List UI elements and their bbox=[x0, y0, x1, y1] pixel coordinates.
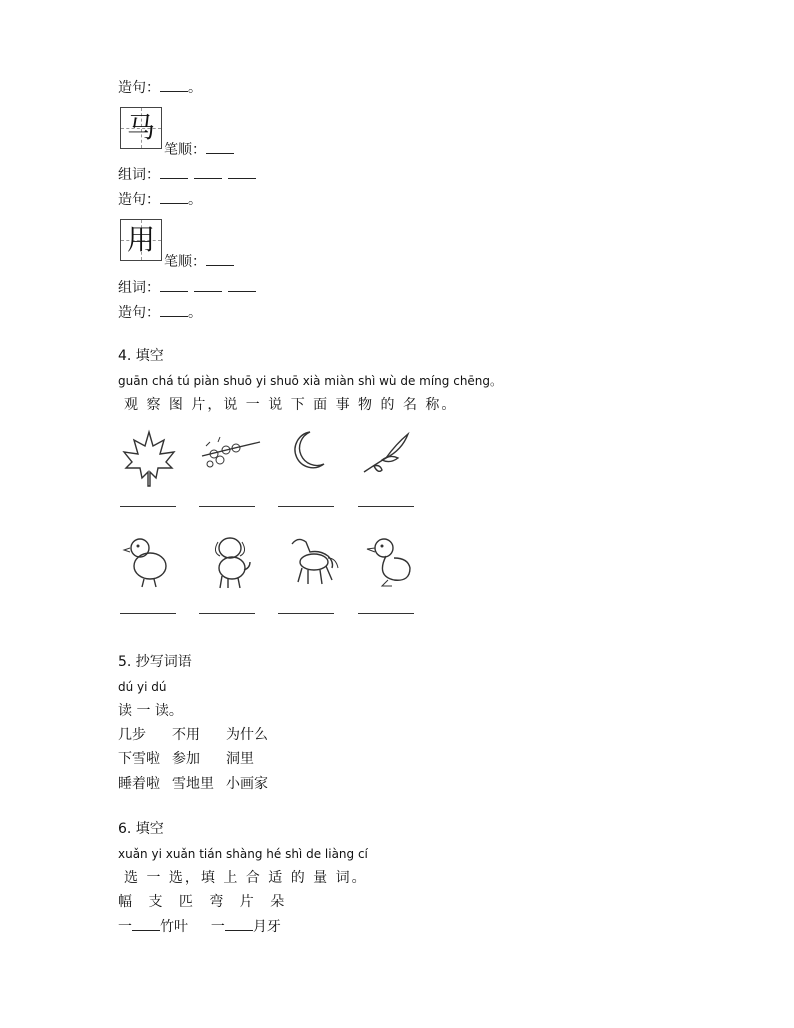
q6-title: 6. 填空 bbox=[118, 821, 164, 837]
answer-blank[interactable] bbox=[132, 917, 160, 931]
prefix-one: 一 bbox=[118, 919, 132, 935]
answer-line[interactable] bbox=[358, 613, 414, 614]
q5-instruction: 读 一 读。 bbox=[118, 703, 183, 719]
answer-line[interactable] bbox=[120, 506, 176, 507]
stroke-order-line bbox=[164, 139, 234, 159]
char-box-yong bbox=[120, 219, 162, 261]
period: 。 bbox=[188, 305, 202, 321]
q4-instruction: 观 察 图 片，说 一 说 下 面 事 物 的 名 称。 bbox=[124, 397, 458, 413]
answer-blank[interactable] bbox=[160, 190, 188, 204]
sentence-line-1 bbox=[118, 78, 202, 97]
q6-pinyin: xuǎn yi xuǎn tián shàng hé shì de liàng cí bbox=[118, 847, 368, 861]
horse-icon bbox=[278, 530, 348, 594]
answer-blank[interactable] bbox=[206, 140, 234, 154]
q6-options: 幅 支 匹 弯 片 朵 bbox=[118, 894, 291, 910]
word: 参加 bbox=[172, 751, 200, 767]
answer-blank[interactable] bbox=[228, 278, 256, 292]
word: 下雪啦 bbox=[118, 751, 160, 767]
item-bamboo-leaf: 竹叶 bbox=[160, 919, 188, 935]
word: 雪地里 bbox=[172, 776, 214, 792]
words-label: 组词： bbox=[118, 167, 160, 183]
crescent-moon-icon bbox=[278, 428, 348, 492]
word: 洞里 bbox=[226, 751, 254, 767]
answer-line[interactable] bbox=[199, 613, 255, 614]
chick-icon bbox=[114, 530, 184, 594]
char-ma: 马 bbox=[126, 111, 155, 144]
period: 。 bbox=[188, 192, 202, 208]
words-line bbox=[118, 278, 256, 297]
answer-blank[interactable] bbox=[194, 165, 222, 179]
word: 不用 bbox=[172, 727, 200, 743]
answer-line[interactable] bbox=[278, 506, 334, 507]
maple-leaf-icon bbox=[114, 428, 184, 492]
answer-blank[interactable] bbox=[160, 165, 188, 179]
word: 为什么 bbox=[226, 727, 268, 743]
word: 睡着啦 bbox=[118, 776, 160, 792]
q4-pinyin: guān chá tú piàn shuō yi shuō xià miàn shì wù de míng chēng。 bbox=[118, 374, 503, 388]
answer-blank[interactable] bbox=[160, 278, 188, 292]
answer-blank[interactable] bbox=[160, 303, 188, 317]
period: 。 bbox=[188, 80, 202, 96]
answer-blank[interactable] bbox=[228, 165, 256, 179]
answer-blank[interactable] bbox=[160, 78, 188, 92]
answer-line[interactable] bbox=[278, 613, 334, 614]
q5-pinyin: dú yi dú bbox=[118, 680, 167, 694]
q4-title: 4. 填空 bbox=[118, 348, 164, 364]
char-box-ma bbox=[120, 107, 162, 149]
answer-blank[interactable] bbox=[225, 917, 253, 931]
answer-line[interactable] bbox=[358, 506, 414, 507]
word-row bbox=[118, 726, 280, 744]
puppy-icon bbox=[196, 530, 266, 594]
sentence-label: 造句： bbox=[118, 305, 160, 321]
char-yong: 用 bbox=[126, 223, 155, 256]
prefix-one: 一 bbox=[210, 919, 225, 935]
word: 小画家 bbox=[226, 776, 268, 792]
word-row bbox=[118, 750, 280, 768]
sentence-label: 造句： bbox=[118, 80, 160, 96]
bamboo-leaf-icon bbox=[356, 428, 426, 492]
item-crescent-moon: 月牙 bbox=[252, 919, 281, 935]
q6-instruction: 选 一 选，填 上 合 适 的 量 词。 bbox=[124, 870, 368, 886]
answer-blank[interactable] bbox=[194, 278, 222, 292]
duckling-icon bbox=[356, 530, 426, 594]
answer-line[interactable] bbox=[120, 613, 176, 614]
stroke-order-line bbox=[164, 251, 234, 271]
q5-title: 5. 抄写词语 bbox=[118, 654, 192, 670]
q6-fill-line bbox=[118, 917, 281, 936]
blossom-branch-icon bbox=[196, 428, 266, 492]
word-row bbox=[118, 775, 280, 793]
stroke-label: 笔顺： bbox=[164, 142, 206, 158]
stroke-label: 笔顺： bbox=[164, 254, 206, 270]
answer-line[interactable] bbox=[199, 506, 255, 507]
sentence-line-3 bbox=[118, 303, 202, 322]
answer-blank[interactable] bbox=[206, 252, 234, 266]
words-line bbox=[118, 165, 256, 184]
sentence-line-2 bbox=[118, 190, 202, 209]
word: 几步 bbox=[118, 727, 146, 743]
sentence-label: 造句： bbox=[118, 192, 160, 208]
words-label: 组词： bbox=[118, 280, 160, 296]
